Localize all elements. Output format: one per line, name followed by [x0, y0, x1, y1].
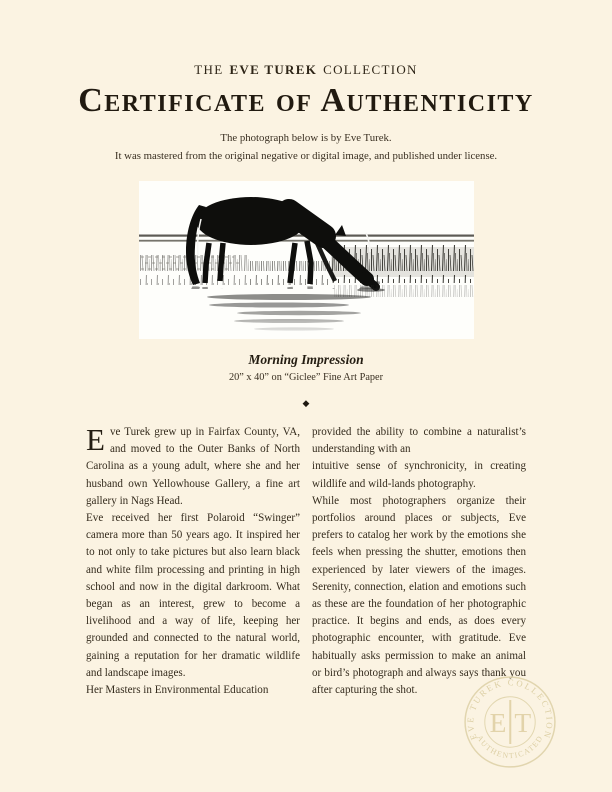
grass-reflection: [334, 285, 474, 297]
eyebrow-collection-name: EVE TUREK: [229, 62, 318, 77]
bio-paragraph-1: [86, 424, 300, 510]
bio-paragraph-2: Eve received her first Polaroid “Swinger” camera more than 50 years ago. It inspired her to not only to take pictures but also learn black and white film processing and printing in high school and now in the digital darkroom. What began as an interest, grew to become a livelihood and a way of life, keeping her grounded and connected to the natural world, gaining a reputation for her dramatic wildlife and landscape images.: [86, 512, 300, 679]
seal-monogram-divider: [509, 700, 511, 744]
bio-paragraph-4: provided the ability to combine a naturalist’s understanding with an: [312, 426, 526, 456]
certificate-title: Certificate of Authenticity: [78, 82, 534, 119]
artwork-caption: [139, 352, 474, 383]
diamond-ornament: ◆: [302, 398, 310, 408]
subtitle-block: [0, 130, 612, 165]
seal-monogram-t: T: [514, 707, 532, 739]
bio-paragraph-3: Her Masters in Environmental Education: [86, 684, 269, 697]
bio-column-left: [86, 424, 300, 699]
biography-section: [86, 424, 526, 699]
artwork-spec: 20” x 40” on “Giclee” Fine Art Paper: [228, 372, 384, 383]
bio-column-right: [312, 424, 526, 699]
seal-top-text: EVE TUREK COLLECTION: [465, 677, 555, 742]
bio-paragraph-6: While most photographers organize their portfolios around places or subjects, Eve prefers to catalog her work by the emotions she feels when pressing the shutter, emotions then experienced by later viewers of the images. Serenity, connection, elation and emotions such as these are the foundation of her photographic practice. It begins and ends, as does every photographic encounter, with gratitude. Eve habitually asks permission to make an animal or bird’s photograph and always says thank you after capturing the shot.: [312, 494, 526, 697]
drop-cap: E: [86, 422, 105, 457]
artwork-title: Morning Impression: [248, 352, 364, 367]
subtitle-line-1: The photograph below is by Eve Turek.: [220, 132, 392, 144]
seal-monogram-e: E: [489, 707, 507, 739]
authenticity-seal: [455, 667, 565, 777]
collection-eyebrow: [0, 62, 612, 78]
artwork-figure: [139, 181, 474, 383]
eyebrow-pre: THE: [194, 62, 224, 77]
bio-paragraph-5: intuitive sense of synchronicity, in creating wildlife and wild-lands photography.: [312, 460, 526, 490]
subtitle-line-2: It was mastered from the original negative or digital image, and published under license.: [114, 149, 498, 162]
water-fade: [139, 319, 474, 339]
bio-paragraph-1-text: ve Turek grew up in Fairfax County, VA, and moved to the Outer Banks of North Carolina as a young adult, where she and her husband own Yellowhouse Gallery, a fine art gallery in Nags Head.: [86, 426, 300, 507]
artwork-photo: [139, 181, 474, 339]
eyebrow-post: COLLECTION: [323, 62, 418, 77]
seal-bottom-text: AUTHENTICATED: [475, 733, 545, 761]
